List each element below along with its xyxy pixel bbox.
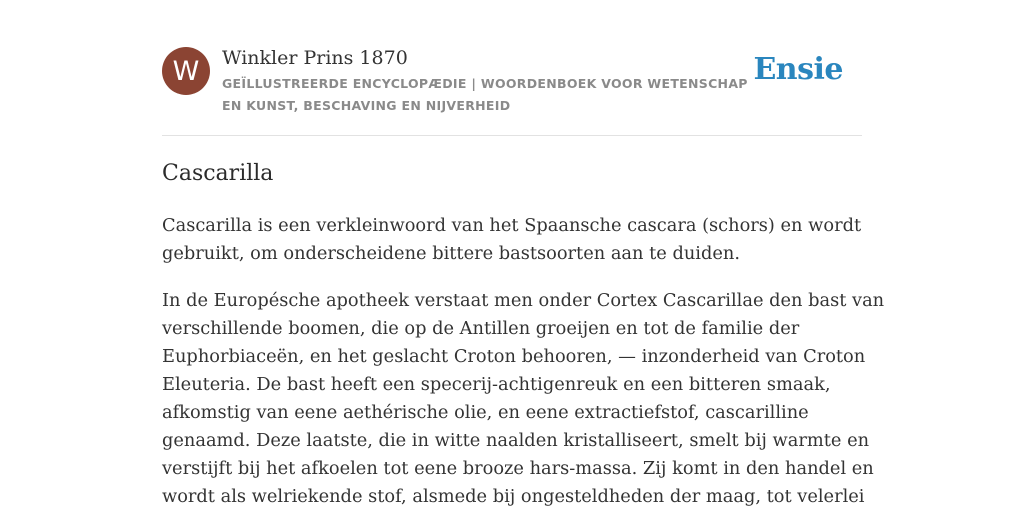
source-subtitle: GEÏLLUSTREERDE ENCYCLOPÆDIE | WOORDENBOEK VOOR WETENSCHAP EN KUNST, BESCHAVING EN NIJVERHEID: [222, 76, 748, 113]
paragraph-line: Euphorbiaceën, en het geslacht Croton behooren, — inzonderheid van Croton: [162, 346, 866, 367]
paragraph-line: verstijft bij het afkoelen tot eene brooze hars-massa. Zij komt in den handel en: [162, 458, 874, 479]
paragraph-line: wordt als welriekende stof, alsmede bij ongesteldheden der maag, tot velerlei: [162, 486, 865, 507]
article-paragraph: [162, 212, 862, 268]
paragraph-line: verschillende boomen, die op de Antillen groeijen en tot de familie der: [162, 318, 800, 339]
paragraph-line: Eleuteria. De bast heeft een specerij-achtigenreuk en een bitteren smaak,: [162, 374, 831, 395]
paragraph-line: afkomstig van eene aethérische olie, en eene extractiefstof, cascarilline: [162, 402, 809, 423]
source-header: [162, 46, 862, 118]
source-title[interactable]: Winkler Prins 1870: [222, 47, 408, 69]
brand-logo[interactable]: Ensie: [753, 52, 843, 87]
header-divider: [162, 135, 862, 136]
paragraph-line: Cascarilla is een verkleinwoord van het Spaansche cascara (schors) en wordt: [162, 215, 862, 236]
source-avatar: [162, 47, 210, 95]
paragraph-line: In de Europésche apotheek verstaat men onder Cortex Cascarillae den bast van: [162, 290, 885, 311]
paragraph-line: gebruikt, om onderscheidene bittere bastsoorten aan te duiden.: [162, 243, 740, 264]
article-paragraph: [162, 287, 885, 511]
article-title: Cascarilla: [162, 161, 274, 186]
article-body: [162, 212, 885, 512]
avatar-letter: W: [172, 55, 200, 87]
paragraph-line: genaamd. Deze laatste, die in witte naalden kristalliseert, smelt bij warmte en: [162, 430, 870, 451]
